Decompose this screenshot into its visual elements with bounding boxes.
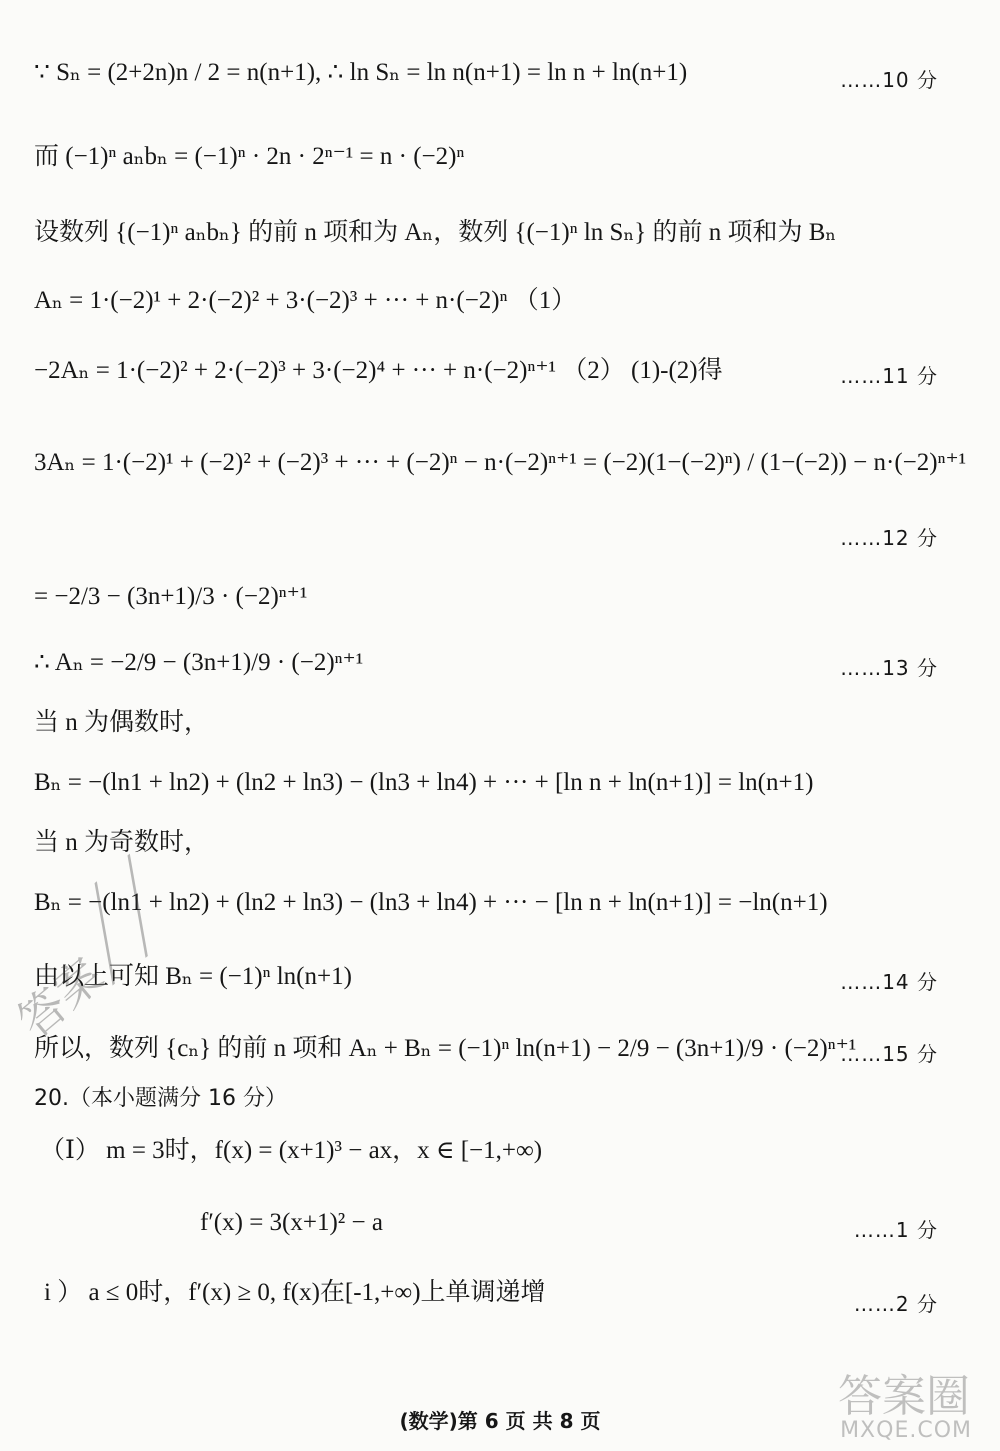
watermark-left-text: 答案 [7,947,113,1049]
score-mark-15: ……15 分 [840,1042,938,1066]
line-part1-def: （Ⅰ） m = 3时，f(x) = (x+1)³ − ax，x ∈ [−1,+∞) [40,1137,543,1164]
score-mark-11: ……11 分 [840,364,938,388]
watermark-logo: 答案圈 [838,1371,970,1422]
line-odd-case: 当 n 为奇数时， [34,829,210,856]
line-minus-2an: −2Aₙ = 1·(−2)² + 2·(−2)³ + 3·(−2)⁴ + ··· + n·(−2)ⁿ⁺¹ （2） (1)-(2)得 [34,357,723,384]
line-case-a-nonpositive: i ） a ≤ 0时，f′(x) ≥ 0, f(x)在[-1,+∞)上单调递增 [44,1279,546,1306]
score-mark-12: ……12 分 [840,526,938,550]
line-an-bn: 而 (−1)ⁿ aₙbₙ = (−1)ⁿ · 2n · 2ⁿ⁻¹ = n · (−2)ⁿ [34,143,465,170]
line-bn-even: Bₙ = −(ln1 + ln2) + (ln2 + ln3) − (ln3 + ln4) + ··· + [ln n + ln(n+1)] = ln(n+1) [34,769,814,796]
line-an-result: ∴ Aₙ = −2/9 − (3n+1)/9 · (−2)ⁿ⁺¹ [34,649,364,676]
line-bn-general: 由以上可知 Bₙ = (−1)ⁿ ln(n+1) [34,963,352,990]
watermark-right [770,1360,980,1448]
line-3an-result: = −2/3 − (3n+1)/3 · (−2)ⁿ⁺¹ [34,583,308,610]
score-mark-14: ……14 分 [840,970,938,994]
line-derivative: f′(x) = 3(x+1)² − a [200,1209,383,1236]
score-mark-2: ……2 分 [853,1292,938,1316]
score-mark-1: ……1 分 [853,1218,938,1242]
question-20-heading: 20.（本小题满分 16 分） [34,1086,287,1111]
score-mark-13: ……13 分 [840,656,938,680]
watermark-site: MXQE.COM [840,1418,972,1443]
line-sum-cn: 所以，数列 {cₙ} 的前 n 项和 Aₙ + Bₙ = (−1)ⁿ ln(n+1) − 2/9 − (3n+1)/9 · (−2)ⁿ⁺¹ [34,1035,857,1062]
line-even-case: 当 n 为偶数时， [34,709,210,736]
line-bn-odd: Bₙ = −(ln1 + ln2) + (ln2 + ln3) − (ln3 + ln4) + ··· − [ln n + ln(n+1)] = −ln(n+1) [34,889,828,916]
score-mark-10: ……10 分 [840,68,938,92]
line-sum-sn: ∵ Sₙ = (2+2n)n / 2 = n(n+1), ∴ ln Sₙ = ln n(n+1) = ln n + ln(n+1) [34,59,688,86]
line-an-expansion: Aₙ = 1·(−2)¹ + 2·(−2)² + 3·(−2)³ + ··· + n·(−2)ⁿ （1） [34,287,577,314]
line-define-sequences: 设数列 {(−1)ⁿ aₙbₙ} 的前 n 项和为 Aₙ，数列 {(−1)ⁿ ln Sₙ} 的前 n 项和为 Bₙ [34,219,837,246]
page-footer: (数学)第 6 页 共 8 页 [399,1409,601,1433]
line-3an: 3Aₙ = 1·(−2)¹ + (−2)² + (−2)³ + ··· + (−2)ⁿ − n·(−2)ⁿ⁺¹ = (−2)(1−(−2)ⁿ) / (1−(−2)) − n·(−2)ⁿ⁺¹ [34,449,967,476]
